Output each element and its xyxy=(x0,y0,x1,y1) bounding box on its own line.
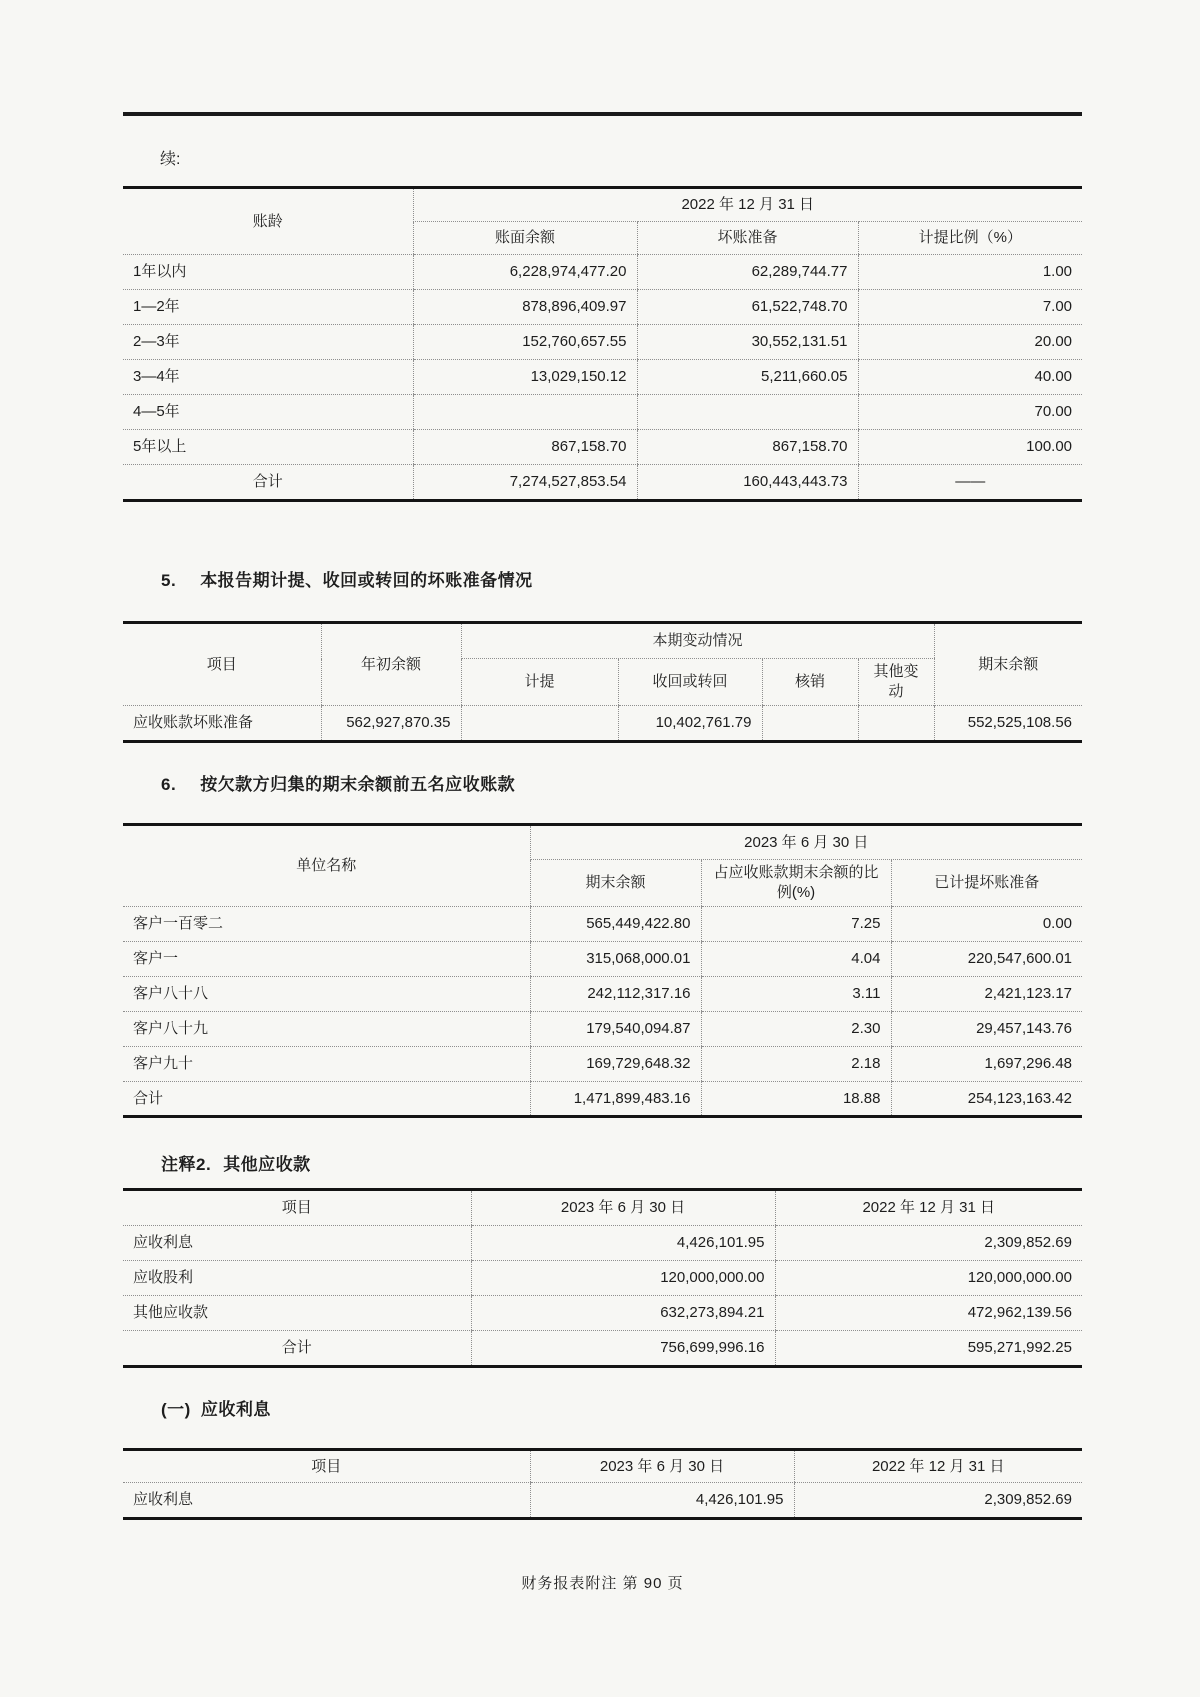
table-cell: 4,426,101.95 xyxy=(530,1483,794,1519)
note-2-heading xyxy=(161,1150,311,1175)
table-cell: 1—2年 xyxy=(123,290,413,325)
total-ratio-dash: —— xyxy=(858,465,1082,501)
table-cell: 179,540,094.87 xyxy=(530,1012,701,1047)
table-row xyxy=(123,1082,1082,1117)
table-cell: 3—4年 xyxy=(123,360,413,395)
page-header-rule xyxy=(123,112,1082,116)
col-header-book-balance: 账面余额 xyxy=(413,222,637,255)
subsection-1-number: (一) xyxy=(161,1400,191,1419)
table-cell: 客户一 xyxy=(123,942,530,977)
col-header-2022-12-31: 2022 年 12 月 31 日 xyxy=(794,1450,1082,1483)
table-cell: 29,457,143.76 xyxy=(891,1012,1082,1047)
table-cell: 1,697,296.48 xyxy=(891,1047,1082,1082)
table-row xyxy=(123,430,1082,465)
other-receivables-table xyxy=(123,1188,1082,1368)
table-cell: 100.00 xyxy=(858,430,1082,465)
table-cell: 10,402,761.79 xyxy=(618,706,762,742)
table-cell: 1.00 xyxy=(858,255,1082,290)
interest-receivable-table xyxy=(123,1448,1082,1520)
table-cell: 30,552,131.51 xyxy=(637,325,858,360)
table-total-row xyxy=(123,1331,1082,1367)
col-header-written-off: 核销 xyxy=(762,659,858,706)
table-cell: 878,896,409.97 xyxy=(413,290,637,325)
table-row xyxy=(123,255,1082,290)
table-cell: 合计 xyxy=(123,1082,530,1117)
provision-movement-table xyxy=(123,621,1082,743)
table-row xyxy=(123,395,1082,430)
continuation-label: 续: xyxy=(160,151,181,168)
col-header-aging: 账龄 xyxy=(123,188,413,255)
top5-table-body xyxy=(123,907,1082,1117)
provision-table-body xyxy=(123,706,1082,742)
total-2023: 756,699,996.16 xyxy=(471,1331,775,1367)
table-cell: 7.00 xyxy=(858,290,1082,325)
table-header-row xyxy=(123,623,1082,659)
col-header-ratio-of-receivables: 占应收账款期末余额的比例(%) xyxy=(701,860,891,907)
table-cell: 0.00 xyxy=(891,907,1082,942)
other-receivables-body xyxy=(123,1226,1082,1331)
table-row xyxy=(123,1226,1082,1261)
col-header-2023-06-30: 2023 年 6 月 30 日 xyxy=(530,1450,794,1483)
table-cell: 2.30 xyxy=(701,1012,891,1047)
other-receivables-total xyxy=(123,1331,1082,1367)
table-cell: 632,273,894.21 xyxy=(471,1296,775,1331)
table-cell: 5,211,660.05 xyxy=(637,360,858,395)
col-group-header-date: 2023 年 6 月 30 日 xyxy=(530,825,1082,860)
table-cell: 552,525,108.56 xyxy=(934,706,1082,742)
col-header-item: 项目 xyxy=(123,1190,471,1226)
table-cell: 242,112,317.16 xyxy=(530,977,701,1012)
table-cell: 4,426,101.95 xyxy=(471,1226,775,1261)
section-5-title: 本报告期计提、收回或转回的坏账准备情况 xyxy=(200,571,533,590)
table-cell: 客户八十九 xyxy=(123,1012,530,1047)
table-cell: 20.00 xyxy=(858,325,1082,360)
table-cell: 70.00 xyxy=(858,395,1082,430)
col-header-entity-name: 单位名称 xyxy=(123,825,530,907)
table-total-row xyxy=(123,465,1082,501)
total-2022: 595,271,992.25 xyxy=(775,1331,1082,1367)
table-cell: 应收利息 xyxy=(123,1226,471,1261)
subsection-1-title: 应收利息 xyxy=(200,1400,271,1419)
table-cell: 565,449,422.80 xyxy=(530,907,701,942)
table-header-row xyxy=(123,1190,1082,1226)
table-cell: 4—5年 xyxy=(123,395,413,430)
top5-table-header xyxy=(123,825,1082,907)
table-row xyxy=(123,290,1082,325)
aging-table-total xyxy=(123,465,1082,501)
col-header-2022-12-31: 2022 年 12 月 31 日 xyxy=(775,1190,1082,1226)
col-header-closing-balance: 期末余额 xyxy=(934,623,1082,706)
table-cell: 18.88 xyxy=(701,1082,891,1117)
col-group-header-date: 2022 年 12 月 31 日 xyxy=(413,188,1082,222)
aging-table-body xyxy=(123,255,1082,465)
section-5-heading xyxy=(161,566,533,591)
col-header-provision-made: 已计提坏账准备 xyxy=(891,860,1082,907)
table-row xyxy=(123,907,1082,942)
table-cell: 472,962,139.56 xyxy=(775,1296,1082,1331)
table-row xyxy=(123,942,1082,977)
total-book-balance: 7,274,527,853.54 xyxy=(413,465,637,501)
section-6-number: 6. xyxy=(161,775,177,794)
table-cell: 867,158.70 xyxy=(637,430,858,465)
table-header-row xyxy=(123,188,1082,222)
table-cell: 客户一百零二 xyxy=(123,907,530,942)
table-cell: 40.00 xyxy=(858,360,1082,395)
table-row xyxy=(123,1012,1082,1047)
col-header-other-changes: 其他变动 xyxy=(858,659,934,706)
col-header-bad-debt-provision: 坏账准备 xyxy=(637,222,858,255)
table-cell: 152,760,657.55 xyxy=(413,325,637,360)
table-cell xyxy=(762,706,858,742)
col-header-accrual: 计提 xyxy=(461,659,618,706)
table-row xyxy=(123,360,1082,395)
interest-table-header xyxy=(123,1450,1082,1483)
table-cell: 2,309,852.69 xyxy=(794,1483,1082,1519)
table-cell: 应收账款坏账准备 xyxy=(123,706,321,742)
section-6-title: 按欠款方归集的期末余额前五名应收账款 xyxy=(200,775,516,794)
note-2-number: 注释2. xyxy=(161,1155,212,1174)
table-cell: 120,000,000.00 xyxy=(775,1261,1082,1296)
subsection-1-heading xyxy=(161,1395,271,1420)
col-header-recovered-reversed: 收回或转回 xyxy=(618,659,762,706)
total-provision: 160,443,443.73 xyxy=(637,465,858,501)
table-row xyxy=(123,1047,1082,1082)
table-cell: 5年以上 xyxy=(123,430,413,465)
table-cell: 应收利息 xyxy=(123,1483,530,1519)
col-group-header-changes: 本期变动情况 xyxy=(461,623,934,659)
table-cell xyxy=(858,706,934,742)
table-cell: 应收股利 xyxy=(123,1261,471,1296)
col-header-opening-balance: 年初余额 xyxy=(321,623,461,706)
aging-table xyxy=(123,186,1082,502)
table-row xyxy=(123,1483,1082,1519)
table-cell xyxy=(461,706,618,742)
page-footer: 财务报表附注 第 90 页 xyxy=(521,1575,684,1592)
provision-table-header xyxy=(123,623,1082,706)
table-cell: 220,547,600.01 xyxy=(891,942,1082,977)
table-cell: 3.11 xyxy=(701,977,891,1012)
table-row xyxy=(123,1261,1082,1296)
table-row xyxy=(123,977,1082,1012)
table-cell: 7.25 xyxy=(701,907,891,942)
table-cell: 1,471,899,483.16 xyxy=(530,1082,701,1117)
table-row xyxy=(123,1296,1082,1331)
table-cell: 客户九十 xyxy=(123,1047,530,1082)
col-header-item: 项目 xyxy=(123,623,321,706)
table-cell: 2,309,852.69 xyxy=(775,1226,1082,1261)
table-cell: 867,158.70 xyxy=(413,430,637,465)
table-cell: 其他应收款 xyxy=(123,1296,471,1331)
col-header-provision-ratio: 计提比例（%） xyxy=(858,222,1082,255)
table-cell: 62,289,744.77 xyxy=(637,255,858,290)
table-cell: 4.04 xyxy=(701,942,891,977)
table-cell: 61,522,748.70 xyxy=(637,290,858,325)
table-header-row xyxy=(123,1450,1082,1483)
table-row xyxy=(123,325,1082,360)
table-cell: 120,000,000.00 xyxy=(471,1261,775,1296)
total-label: 合计 xyxy=(123,1331,471,1367)
aging-table-header xyxy=(123,188,1082,255)
col-header-item: 项目 xyxy=(123,1450,530,1483)
table-header-row xyxy=(123,825,1082,860)
section-5-number: 5. xyxy=(161,571,177,590)
table-cell: 2,421,123.17 xyxy=(891,977,1082,1012)
table-cell: 315,068,000.01 xyxy=(530,942,701,977)
top5-receivables-table xyxy=(123,823,1082,1118)
table-cell xyxy=(413,395,637,430)
section-6-heading xyxy=(161,770,515,795)
total-label: 合计 xyxy=(123,465,413,501)
col-header-2023-06-30: 2023 年 6 月 30 日 xyxy=(471,1190,775,1226)
table-cell: 2—3年 xyxy=(123,325,413,360)
table-cell: 562,927,870.35 xyxy=(321,706,461,742)
table-cell: 客户八十八 xyxy=(123,977,530,1012)
table-cell: 1年以内 xyxy=(123,255,413,290)
table-row xyxy=(123,706,1082,742)
table-cell: 169,729,648.32 xyxy=(530,1047,701,1082)
table-cell xyxy=(637,395,858,430)
table-cell: 13,029,150.12 xyxy=(413,360,637,395)
col-header-closing-balance: 期末余额 xyxy=(530,860,701,907)
interest-table-body xyxy=(123,1483,1082,1519)
table-cell: 6,228,974,477.20 xyxy=(413,255,637,290)
other-receivables-header xyxy=(123,1190,1082,1226)
table-cell: 254,123,163.42 xyxy=(891,1082,1082,1117)
table-cell: 2.18 xyxy=(701,1047,891,1082)
note-2-title: 其他应收款 xyxy=(223,1155,311,1174)
